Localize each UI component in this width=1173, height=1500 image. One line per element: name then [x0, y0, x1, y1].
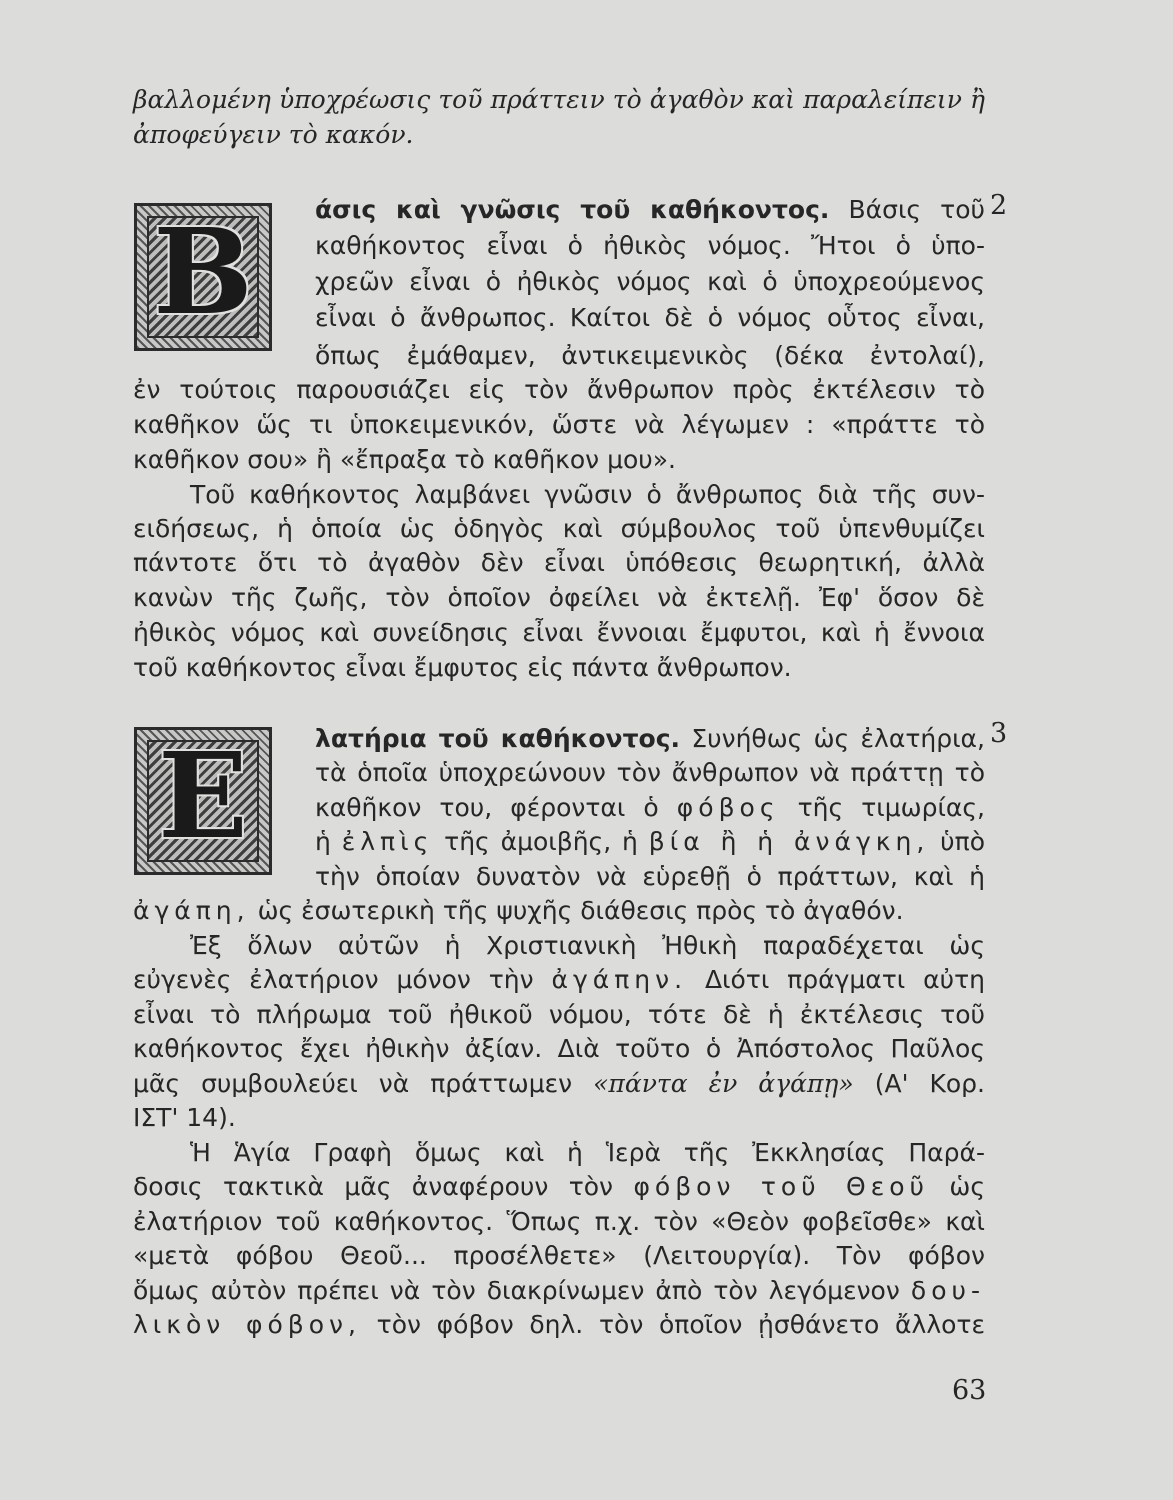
- text-line: Τοῦ καθήκοντος λαμβάνει γνῶσιν ὁ ἄνθρωπος διὰ τῆς συν-: [190, 480, 985, 509]
- margin-number: 2: [990, 190, 1008, 221]
- initial-letter: E: [158, 726, 248, 865]
- text-line: καθήκοντος εἶναι ὁ ἠθικὸς νόμος. Ἤτοι ὁ ὑπο-: [315, 231, 985, 260]
- text-line: Ἐξ ὅλων αὐτῶν ἡ Χριστιανικὴ Ἠθικὴ παραδέχεται ὡς: [190, 931, 985, 960]
- margin-number: 3: [990, 718, 1008, 749]
- section-heading: λατήρια τοῦ καθήκοντος.: [315, 724, 681, 753]
- page-number: 63: [952, 1375, 987, 1406]
- text-line: βαλλομένη ὑποχρέωσις τοῦ πράττειν τὸ ἀγαθὸν καὶ παραλείπειν ἢ: [133, 85, 985, 114]
- text-line: καθῆκον σου» ἢ «ἔπραξα τὸ καθῆκον μου».: [133, 445, 677, 474]
- text-line: ἐλατήριον τοῦ καθήκοντος. Ὅπως π.χ. τὸν «Θεὸν φοβεῖσθε» καὶ: [133, 1207, 985, 1236]
- text-line: καθῆκον του, φέρονται ὁ φόβος τῆς τιμωρίας,: [315, 793, 986, 822]
- text-line: καθῆκον ὥς τι ὑποκειμενικόν, ὥστε νὰ λέγωμεν : «πράττε τὸ: [133, 410, 985, 439]
- text-line: «μετὰ φόβου Θεοῦ... προσέλθετε» (Λειτουργία). Τὸν φόβον: [133, 1241, 985, 1270]
- text-line: εὐγενὲς ἐλατήριον μόνον τὴν ἀγάπην. Διότι πράγματι αὐτη: [133, 965, 985, 994]
- initial-letter: B: [153, 202, 253, 341]
- text-line: ἐν τούτοις παρουσιάζει εἰς τὸν ἄνθρωπον πρὸς ἐκτέλεσιν τὸ: [133, 375, 985, 404]
- section-heading-line: άσις καὶ γνῶσις τοῦ καθήκοντος. Βάσις τοῦ: [315, 195, 985, 224]
- text-line: ΙΣΤ' 14).: [133, 1103, 236, 1132]
- text-line: εἶναι ὁ ἄνθρωπος. Καίτοι δὲ ὁ νόμος οὗτος εἶναι,: [315, 303, 985, 332]
- text-line: πάντοτε ὅτι τὸ ἀγαθὸν δὲν εἶναι ὑπόθεσις θεωρητική, ἀλλὰ: [133, 548, 985, 577]
- text-line: εἶναι τὸ πλήρωμα τοῦ ἠθικοῦ νόμου, τότε δὲ ἡ ἐκτέλεσις τοῦ: [133, 1000, 985, 1029]
- text-line: ὅπως ἐμάθαμεν, ἀντικειμενικὸς (δέκα ἐντολαί),: [315, 341, 985, 370]
- text-line: ειδήσεως, ἡ ὁποία ὡς ὁδηγὸς καὶ σύμβουλος τοῦ ὑπενθυμίζει: [133, 514, 985, 543]
- text-line: Ἡ Ἁγία Γραφὴ ὅμως καὶ ἡ Ἱερὰ τῆς Ἐκκλησίας Παρά-: [190, 1138, 985, 1167]
- text-line: δοσις τακτικὰ μᾶς ἀναφέρουν τὸν φόβον τοῦ Θεοῦ ὡς: [133, 1172, 986, 1201]
- text-line: ὅμως αὐτὸν πρέπει νὰ τὸν διακρίνωμεν ἀπὸ τὸν λεγόμενον δου-: [133, 1276, 985, 1305]
- text-line: τὰ ὁποῖα ὑποχρεώνουν τὸν ἄνθρωπον νὰ πράττῃ τὸ: [315, 758, 985, 787]
- text-line: ἠθικὸς νόμος καὶ συνείδησις εἶναι ἔννοιαι ἔμφυτοι, καὶ ἡ ἔννοια: [133, 618, 985, 647]
- text-line: χρεῶν εἶναι ὁ ἠθικὸς νόμος καὶ ὁ ὑποχρεούμενος: [315, 267, 985, 296]
- decorative-initial-b: [134, 203, 272, 351]
- text-line: ἀποφεύγειν τὸ κακόν.: [133, 120, 414, 149]
- section-heading-line: λατήρια τοῦ καθήκοντος. Συνήθως ὡς ἐλατήρια,: [315, 724, 985, 753]
- text-line: λικὸν φόβον, τὸν φόβον δηλ. τὸν ὁποῖον ᾐσθάνετο ἄλλοτε: [133, 1310, 985, 1339]
- text-line: μᾶς συμβουλεύει νὰ πράττωμεν «πάντα ἐν ἀγάπῃ» (Α' Κορ.: [133, 1069, 985, 1098]
- text-line: κανὼν τῆς ζωῆς, τὸν ὁποῖον ὀφείλει νὰ ἐκτελῇ. Ἐφ' ὅσον δὲ: [133, 583, 985, 612]
- text-line: τὴν ὁποίαν δυνατὸν νὰ εὑρεθῇ ὁ πράττων, καὶ ἡ: [315, 862, 985, 891]
- text-line: ἡ ἐλπὶς τῆς ἀμοιβῆς, ἡ βία ἢ ἡ ἀνάγκη, ὑπὸ: [315, 827, 985, 856]
- section-heading: άσις καὶ γνῶσις τοῦ καθήκοντος.: [315, 195, 830, 224]
- text-line: ἀγάπη, ὡς ἐσωτερικὴ τῆς ψυχῆς διάθεσις πρὸς τὸ ἀγαθόν.: [133, 896, 904, 925]
- text-line: καθήκοντος ἔχει ἠθικὴν ἀξίαν. Διὰ τοῦτο ὁ Ἀπόστολος Παῦλος: [133, 1034, 985, 1063]
- text-line: τοῦ καθήκοντος εἶναι ἔμφυτος εἰς πάντα ἄνθρωπον.: [133, 653, 792, 682]
- decorative-initial-e: [134, 727, 272, 875]
